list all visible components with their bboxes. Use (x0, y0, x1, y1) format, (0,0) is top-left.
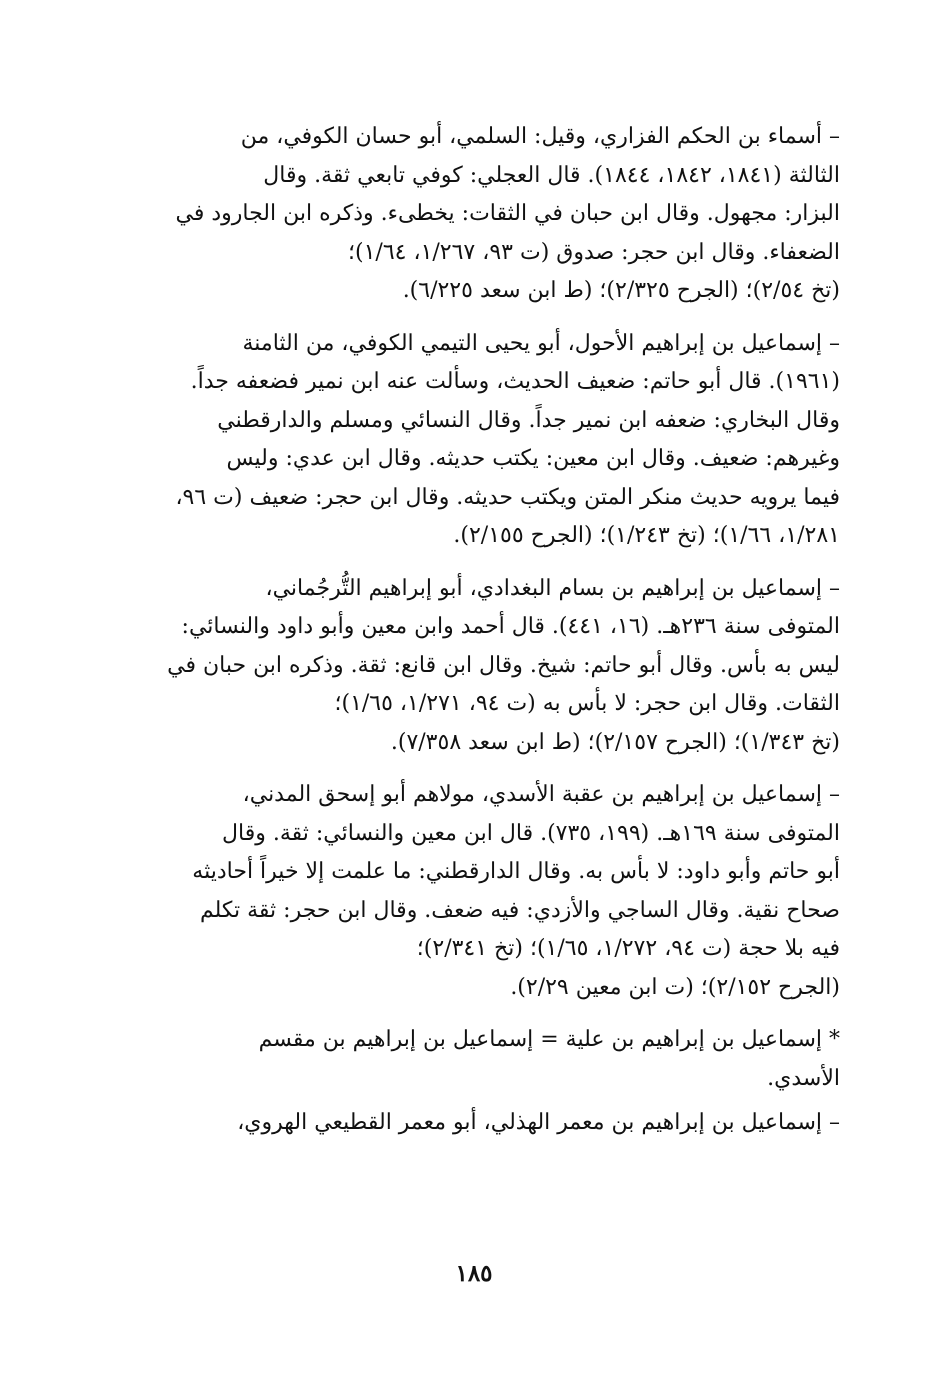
page-number: ١٨٥ (455, 1260, 493, 1287)
text-line: (١٩٦١). قال أبو حاتم: ضعيف الحديث، وسألت عنه ابن نمير فضعفه جداً. (190, 369, 840, 394)
text-line: – إسماعيل بن إبراهيم الأحول، أبو يحيى التيمي الكوفي، من الثامنة (242, 330, 840, 356)
text-line: فيه بلا حجة (ت ٩٤، ١/٢٧٢، ١/٦٥)؛ (تخ ٢/٣٤١)؛ (416, 936, 840, 961)
text-line: البزار: مجهول. وقال ابن حبان في الثقات: يخطىء. وذكره ابن الجارود في (175, 201, 840, 226)
text-line: وغيرهم: ضعيف. وقال ابن معين: يكتب حديثه. وقال ابن عدي: وليس (226, 446, 840, 471)
text-line: ليس به بأس. وقال أبو حاتم: شيخ. وقال ابن قانع: ثقة. وذكره ابن حبان في (167, 652, 840, 678)
text-line: – إسماعيل بن إبراهيم بن معمر الهذلي، أبو معمر القطيعي الهروي، (237, 1110, 840, 1135)
text-line: المتوفى سنة ٢٣٦هـ. (١٦، ٤٤١). قال أحمد وابن معين وأبو داود والنسائي: (181, 614, 840, 639)
text-line: (الجرح ٢/١٥٢)؛ (ت ابن معين ٢/٢٩). (510, 974, 840, 1000)
entry-ismail-bin-mamar (128, 1104, 840, 1143)
text-line: – أسماء بن الحكم الفزاري، وقيل: السلمي، أبو حسان الكوفي، من (240, 124, 840, 149)
text-line: ١/٢٨١، ١/٦٦)؛ (تخ ١/٢٤٣)؛ (الجرح ٢/١٥٥). (453, 523, 840, 548)
entry-ismail-bin-uqba (128, 776, 840, 1007)
text-line: (تخ ٢/٥٤)؛ (الجرح ٢/٣٢٥)؛ (ط ابن سعد ٦/٢٢٥). (402, 278, 840, 303)
text-line: أبو حاتم وأبو داود: لا بأس به. وقال الدارقطني: ما علمت إلا خيراً أحاديثه (192, 859, 840, 884)
page-body (128, 118, 840, 1157)
text-line: – إسماعيل بن إبراهيم بن عقبة الأسدي، مولاهم أبو إسحق المدني، (242, 782, 840, 807)
text-line: المتوفى سنة ١٦٩هـ. (١٩٩، ٧٣٥). قال ابن معين والنسائي: ثقة. وقال (222, 820, 840, 846)
text-line: – إسماعيل بن إبراهيم بن بسام البغدادي، أبو إبراهيم التُّرجُماني، (265, 575, 840, 601)
text-line: الثالثة (١٨٤١، ١٨٤٢، ١٨٤٤). قال العجلي: كوفي تابعي ثقة. وقال (263, 162, 840, 188)
entry-asma-bin-alhakam (128, 118, 840, 311)
text-line: صحاح نقية. وقال الساجي والأزدي: فيه ضعف. وقال ابن حجر: ثقة تكلم (199, 897, 840, 923)
text-line: الثقات. وقال ابن حجر: لا بأس به (ت ٩٤، ١/٢٧١، ١/٦٥)؛ (334, 691, 840, 716)
text-line: * إسماعيل بن إبراهيم بن علية = إسماعيل بن إبراهيم بن مقسم (258, 1027, 840, 1052)
text-line: الضعفاء. وقال ابن حجر: صدوق (ت ٩٣، ١/٢٦٧، ١/٦٤)؛ (348, 239, 840, 265)
entry-ismail-bin-bassam (128, 570, 840, 763)
text-line: فيما يرويه حديث منكر المتن ويكتب حديثه. وقال ابن حجر: ضعيف (ت ٩٦، (175, 484, 840, 510)
text-line: (تخ ١/٣٤٣)؛ (الجرح ٢/١٥٧)؛ (ط ابن سعد ٧/٣٥٨). (390, 729, 840, 755)
entry-ismail-bin-ulayya (128, 1021, 840, 1098)
entry-ismail-alahwal (128, 325, 840, 556)
text-line: وقال البخاري: ضعفه ابن نمير جداً. وقال النسائي ومسلم والدارقطني (217, 407, 840, 433)
text-line: الأسدي. (767, 1065, 840, 1091)
